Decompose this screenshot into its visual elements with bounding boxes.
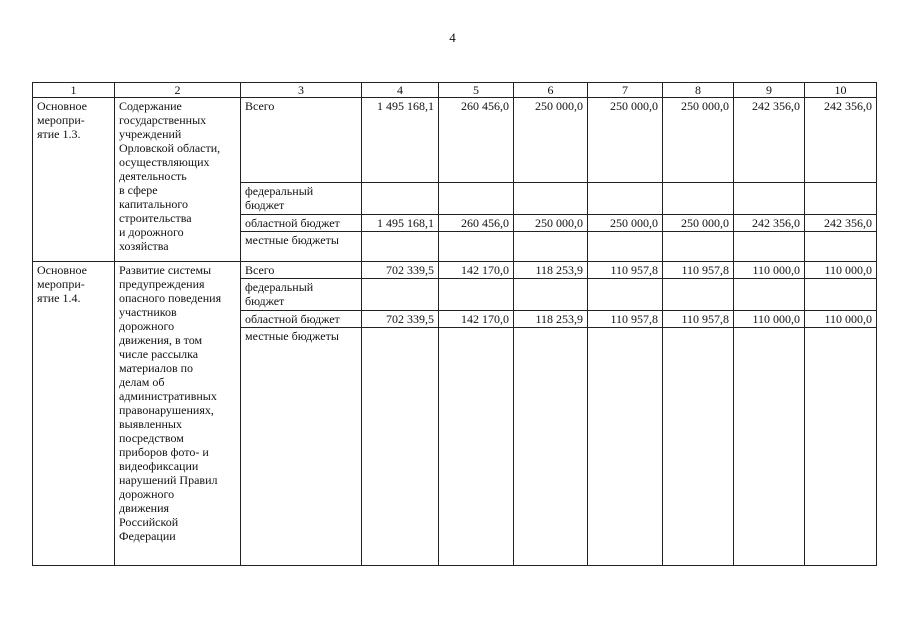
value-cell <box>588 279 663 311</box>
value-cell <box>805 183 877 215</box>
funding-source: Всего <box>241 262 362 279</box>
value-cell: 250 000,0 <box>588 98 663 183</box>
value-cell: 110 000,0 <box>805 262 877 279</box>
value-cell: 110 957,8 <box>663 262 734 279</box>
header-cell: 10 <box>805 83 877 98</box>
value-cell: 242 356,0 <box>734 98 805 183</box>
header-cell: 3 <box>241 83 362 98</box>
funding-source: областной бюджет <box>241 311 362 328</box>
value-cell: 250 000,0 <box>663 98 734 183</box>
value-cell <box>734 328 805 566</box>
header-cell: 9 <box>734 83 805 98</box>
value-cell: 118 253,9 <box>514 262 588 279</box>
value-cell <box>734 232 805 262</box>
value-cell: 110 000,0 <box>734 262 805 279</box>
value-cell: 1 495 168,1 <box>362 98 439 183</box>
value-cell: 250 000,0 <box>588 215 663 232</box>
value-cell: 1 495 168,1 <box>362 215 439 232</box>
value-cell <box>514 328 588 566</box>
funding-source: местные бюджеты <box>241 232 362 262</box>
value-cell <box>439 183 514 215</box>
value-cell <box>514 232 588 262</box>
value-cell <box>663 328 734 566</box>
value-cell <box>362 279 439 311</box>
value-cell: 110 957,8 <box>588 311 663 328</box>
value-cell <box>663 279 734 311</box>
value-cell <box>362 328 439 566</box>
event-description: Развитие системы предупреждения опасного поведения участников дорожного движения, в том числе рассылка материалов по делам об административных правонарушениях, выявленных посредством приборов фото- и видеофиксации нарушений Правил дорожного движения Российской Федерации <box>115 262 241 566</box>
value-cell <box>439 232 514 262</box>
value-cell: 142 170,0 <box>439 311 514 328</box>
funding-source: областной бюджет <box>241 215 362 232</box>
header-cell: 6 <box>514 83 588 98</box>
value-cell <box>439 279 514 311</box>
value-cell: 242 356,0 <box>805 98 877 183</box>
event-description: Содержание государственных учреждений Орловской области, осуществляющих деятельность в сфере капитального строительства и дорожного хозяйства <box>115 98 241 262</box>
value-cell <box>734 279 805 311</box>
header-cell: 5 <box>439 83 514 98</box>
value-cell: 242 356,0 <box>805 215 877 232</box>
value-cell: 260 456,0 <box>439 215 514 232</box>
value-cell: 118 253,9 <box>514 311 588 328</box>
value-cell <box>362 183 439 215</box>
value-cell <box>805 232 877 262</box>
header-cell: 1 <box>33 83 115 98</box>
value-cell: 250 000,0 <box>514 98 588 183</box>
page-number: 4 <box>449 30 456 45</box>
value-cell <box>588 328 663 566</box>
table-row <box>33 262 877 279</box>
value-cell <box>588 183 663 215</box>
value-cell <box>514 183 588 215</box>
value-cell <box>734 183 805 215</box>
value-cell: 142 170,0 <box>439 262 514 279</box>
table-row <box>33 98 877 183</box>
value-cell: 242 356,0 <box>734 215 805 232</box>
funding-source: федеральный бюджет <box>241 279 362 311</box>
value-cell <box>663 232 734 262</box>
value-cell: 110 000,0 <box>805 311 877 328</box>
value-cell <box>805 328 877 566</box>
value-cell: 110 957,8 <box>663 311 734 328</box>
budget-table <box>32 82 877 566</box>
funding-source: федеральный бюджет <box>241 183 362 215</box>
event-name: Основное меропри- ятие 1.4. <box>33 262 115 566</box>
funding-source: Всего <box>241 98 362 183</box>
value-cell: 110 000,0 <box>734 311 805 328</box>
header-cell: 2 <box>115 83 241 98</box>
value-cell <box>439 328 514 566</box>
value-cell: 702 339,5 <box>362 311 439 328</box>
value-cell: 260 456,0 <box>439 98 514 183</box>
header-cell: 8 <box>663 83 734 98</box>
funding-source: местные бюджеты <box>241 328 362 566</box>
header-cell: 7 <box>588 83 663 98</box>
value-cell: 702 339,5 <box>362 262 439 279</box>
value-cell <box>663 183 734 215</box>
value-cell: 110 957,8 <box>588 262 663 279</box>
event-name: Основное меропри- ятие 1.3. <box>33 98 115 262</box>
value-cell <box>514 279 588 311</box>
value-cell <box>362 232 439 262</box>
value-cell <box>588 232 663 262</box>
header-row <box>33 83 877 98</box>
value-cell: 250 000,0 <box>514 215 588 232</box>
value-cell <box>805 279 877 311</box>
header-cell: 4 <box>362 83 439 98</box>
value-cell: 250 000,0 <box>663 215 734 232</box>
